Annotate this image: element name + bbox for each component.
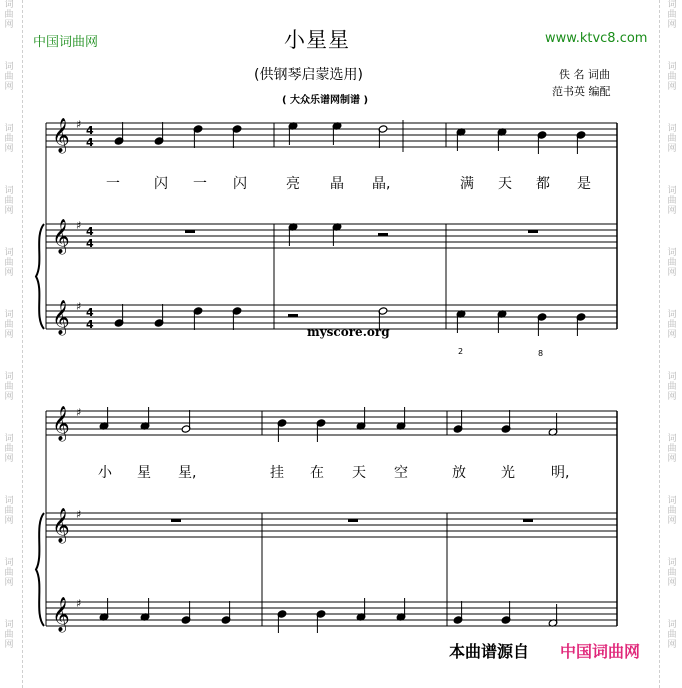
side-watermark-char: 曲: [667, 72, 677, 82]
site-name-left: 中国词曲网: [33, 35, 99, 50]
fingering-number: 2: [458, 347, 464, 356]
key-signature-sharp: ♯: [76, 597, 82, 610]
side-watermark-char: 网: [667, 268, 677, 278]
side-watermark-char: 曲: [4, 72, 14, 82]
side-watermark-char: 网: [667, 640, 677, 650]
lyric-syllable: 亮: [286, 176, 300, 192]
side-watermark-char: 词: [4, 310, 14, 320]
whole-rest: [171, 519, 181, 522]
lyric-syllable: 闪: [233, 176, 247, 192]
side-watermark-char: 曲: [667, 258, 677, 268]
side-watermark-char: 网: [667, 392, 677, 402]
side-watermark-char: 网: [4, 82, 14, 92]
lyric-syllable: 晶: [330, 176, 344, 192]
side-watermark-char: 网: [4, 268, 14, 278]
side-watermark-char: 曲: [4, 320, 14, 330]
side-watermark-char: 网: [4, 578, 14, 588]
side-watermark-char: 曲: [667, 196, 677, 206]
side-watermark-char: 网: [4, 516, 14, 526]
key-signature-sharp: ♯: [76, 118, 82, 131]
key-signature-sharp: ♯: [76, 300, 82, 313]
side-watermark-char: 网: [667, 20, 677, 30]
source-label: 本曲谱源自: [449, 642, 530, 661]
side-watermark-char: 曲: [667, 382, 677, 392]
side-watermark-char: 曲: [4, 10, 14, 20]
lyric-syllable: 一: [193, 176, 207, 192]
side-watermark-char: 网: [667, 330, 677, 340]
score-watermark: myscore.org: [307, 325, 390, 339]
side-watermark-char: 网: [4, 454, 14, 464]
side-watermark-char: 词: [667, 124, 677, 134]
side-watermark-char: 词: [667, 248, 677, 258]
score-maker-note: ( 大众乐谱网制谱 ): [282, 95, 369, 106]
piano-brace: [36, 224, 44, 329]
lyric-syllable: 明,: [551, 465, 570, 481]
side-watermark-char: 网: [4, 20, 14, 30]
side-watermark-char: 词: [667, 434, 677, 444]
treble-clef: 𝄞: [52, 118, 70, 153]
side-watermark-char: 词: [667, 558, 677, 568]
side-watermark-char: 曲: [667, 506, 677, 516]
treble-clef: 𝄞: [52, 300, 70, 335]
lyric-syllable: 晶,: [372, 176, 391, 192]
time-signature-top: 4: [86, 124, 94, 137]
side-watermark-char: 曲: [667, 444, 677, 454]
side-watermark-char: 曲: [4, 258, 14, 268]
lyric-syllable: 闪: [154, 176, 168, 192]
side-watermark-char: 曲: [4, 506, 14, 516]
arranger-credit: 范书英 编配: [552, 85, 611, 98]
half-rest: [378, 233, 388, 236]
side-watermark-char: 网: [667, 144, 677, 154]
key-signature-sharp: ♯: [76, 508, 82, 521]
lyric-syllable: 空: [394, 465, 408, 481]
whole-rest: [523, 519, 533, 522]
side-watermark-char: 词: [4, 372, 14, 382]
lyric-syllable: 在: [310, 465, 324, 481]
time-signature-bottom: 4: [86, 318, 94, 331]
whole-rest: [185, 230, 195, 233]
side-watermark-char: 词: [4, 434, 14, 444]
side-watermark-char: 词: [667, 62, 677, 72]
treble-clef: 𝄞: [52, 219, 70, 254]
whole-rest: [528, 230, 538, 233]
lyric-syllable: 光: [501, 465, 515, 481]
fingering-number: 8: [538, 349, 544, 358]
key-signature-sharp: ♯: [76, 406, 82, 419]
lyric-syllable: 天: [352, 465, 366, 481]
treble-clef: 𝄞: [52, 406, 70, 441]
side-watermark-char: 词: [667, 496, 677, 506]
key-signature-sharp: ♯: [76, 219, 82, 232]
side-watermark-char: 网: [667, 82, 677, 92]
time-signature-bottom: 4: [86, 136, 94, 149]
treble-clef: 𝄞: [52, 508, 70, 543]
side-watermark-char: 网: [4, 640, 14, 650]
lyric-syllable: 满: [460, 176, 474, 192]
side-watermark-char: 词: [4, 620, 14, 630]
side-watermark-char: 词: [667, 310, 677, 320]
side-watermark-char: 曲: [667, 10, 677, 20]
side-watermark-char: 网: [667, 578, 677, 588]
side-watermark-char: 网: [4, 206, 14, 216]
time-signature-top: 4: [86, 225, 94, 238]
side-watermark-char: 网: [667, 206, 677, 216]
lyric-syllable: 是: [577, 176, 591, 192]
side-watermark-char: 词: [4, 124, 14, 134]
lyric-syllable: 都: [536, 176, 550, 192]
side-watermark-char: 词: [4, 0, 14, 10]
treble-clef: 𝄞: [52, 597, 70, 632]
side-watermark-char: 网: [4, 392, 14, 402]
lyric-syllable: 星: [137, 465, 151, 481]
side-watermark-char: 词: [667, 186, 677, 196]
side-watermark-char: 曲: [4, 134, 14, 144]
lyric-syllable: 星,: [178, 465, 197, 481]
side-watermark-char: 词: [667, 620, 677, 630]
side-watermark-char: 曲: [4, 382, 14, 392]
side-watermark-char: 网: [4, 330, 14, 340]
side-watermark-char: 曲: [4, 444, 14, 454]
half-rest: [288, 314, 298, 317]
song-subtitle: (供钢琴启蒙选用): [254, 67, 363, 83]
side-watermark-char: 词: [4, 248, 14, 258]
time-signature-bottom: 4: [86, 237, 94, 250]
lyric-syllable: 小: [98, 465, 112, 481]
time-signature-top: 4: [86, 306, 94, 319]
side-watermark-char: 曲: [4, 196, 14, 206]
side-watermark-char: 曲: [667, 630, 677, 640]
side-watermark-char: 曲: [4, 630, 14, 640]
side-watermark-char: 曲: [667, 134, 677, 144]
lyricist-credit: 佚 名 词曲: [559, 68, 610, 81]
lyric-syllable: 一: [106, 176, 120, 192]
song-title: 小星星: [284, 28, 350, 52]
side-watermark-char: 词: [667, 0, 677, 10]
side-watermark-char: 词: [4, 496, 14, 506]
side-watermark-char: 词: [4, 558, 14, 568]
side-watermark-char: 曲: [667, 568, 677, 578]
side-watermark-char: 词: [667, 372, 677, 382]
lyric-syllable: 挂: [270, 465, 284, 481]
side-watermark-char: 曲: [4, 568, 14, 578]
whole-rest: [348, 519, 358, 522]
side-watermark-char: 词: [4, 62, 14, 72]
lyric-syllable: 天: [498, 176, 512, 192]
piano-brace: [36, 513, 44, 626]
side-watermark-char: 网: [667, 454, 677, 464]
site-url-right: www.ktvc8.com: [545, 31, 648, 46]
side-watermark-char: 网: [4, 144, 14, 154]
source-site-link[interactable]: 中国词曲网: [560, 642, 641, 661]
side-watermark-char: 网: [667, 516, 677, 526]
side-watermark-char: 曲: [667, 320, 677, 330]
side-watermark-char: 词: [4, 186, 14, 196]
lyric-syllable: 放: [452, 465, 466, 481]
